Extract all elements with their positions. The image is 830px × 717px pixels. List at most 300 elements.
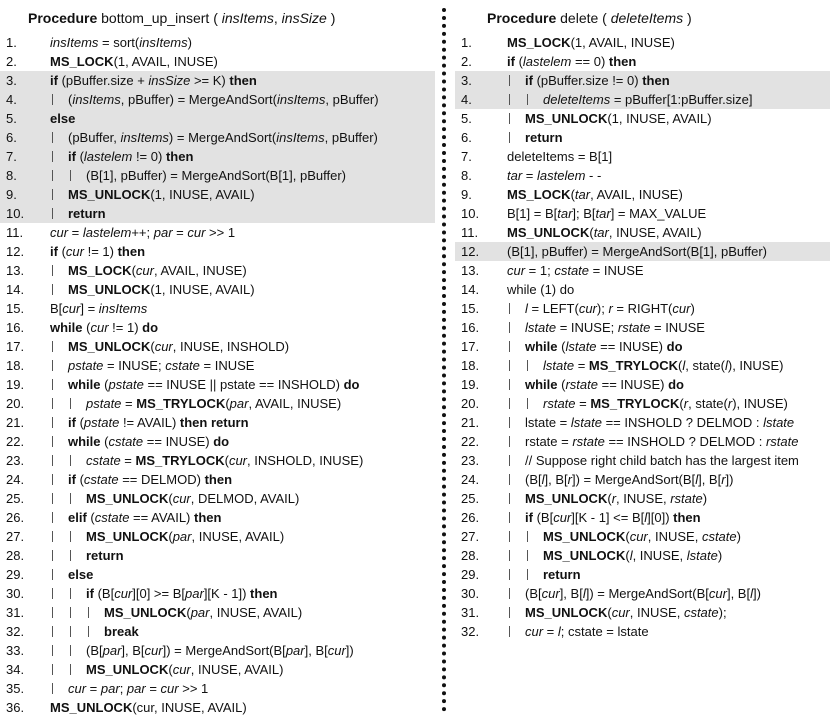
code-text	[525, 109, 712, 128]
line-number: 23.	[461, 453, 480, 468]
code-token: =	[68, 225, 83, 240]
indent-guide	[52, 493, 53, 504]
line-number: 23.	[6, 453, 25, 468]
code-line	[455, 128, 830, 147]
code-token: delete (	[556, 10, 611, 26]
code-text	[68, 565, 93, 584]
code-line	[455, 356, 830, 375]
code-token: do	[343, 377, 360, 392]
line-number: 22.	[461, 434, 480, 449]
code-token: );	[718, 605, 727, 620]
line-number: 3.	[6, 73, 17, 88]
code-text	[525, 489, 707, 508]
code-token: pstate	[108, 377, 144, 392]
code-token: (	[224, 453, 229, 468]
code-token: rstate	[670, 491, 703, 506]
line-number: 5.	[461, 111, 472, 126]
line-number: 6.	[6, 130, 17, 145]
code-line	[455, 261, 830, 280]
code-token: , AVAIL, INUSE)	[590, 187, 683, 202]
code-token: tar	[574, 187, 591, 202]
code-token: return	[543, 567, 581, 582]
code-token: lstate	[763, 415, 795, 430]
line-number: 11.	[461, 225, 479, 240]
code-token: cur	[144, 643, 163, 658]
code-text	[50, 318, 158, 337]
code-token: rstate	[543, 396, 576, 411]
code-token: par	[102, 643, 122, 658]
code-token: return	[525, 130, 563, 145]
indent-guide	[52, 151, 53, 162]
code-token: cur	[135, 263, 154, 278]
line-number: 8.	[6, 168, 17, 183]
code-token: then	[608, 54, 637, 69]
code-token: =	[543, 624, 558, 639]
line-number: 21.	[461, 415, 480, 430]
code-token: ]; B[	[572, 206, 596, 221]
code-text	[86, 584, 278, 603]
indent-guide	[52, 360, 53, 371]
indent-guide	[70, 455, 71, 466]
indent-guide	[52, 94, 53, 105]
line-number: 31.	[461, 605, 480, 620]
code-token: cstate	[554, 263, 590, 278]
code-token: insItems	[221, 10, 274, 26]
code-token: lstate	[525, 320, 557, 335]
line-number: 1.	[461, 35, 472, 50]
line-number: 20.	[461, 396, 480, 411]
code-token: cur	[160, 681, 179, 696]
code-token: cur	[62, 301, 81, 316]
code-token: = INUSE;	[103, 358, 166, 373]
code-token: (	[86, 510, 95, 525]
code-token: while	[50, 320, 83, 335]
code-token: (pBuffer.size +	[57, 73, 149, 88]
code-text	[68, 356, 254, 375]
line-number: 19.	[461, 377, 480, 392]
code-token: bottom_up_insert (	[97, 10, 222, 26]
code-token: ] = MAX_VALUE	[610, 206, 707, 221]
code-token: MS_UNLOCK	[543, 548, 626, 563]
code-line	[0, 33, 435, 52]
code-token: pstate	[83, 415, 120, 430]
code-token: , state(	[688, 396, 728, 411]
code-token: (	[75, 472, 84, 487]
indent-guide	[509, 531, 510, 542]
indent-guide	[509, 398, 510, 409]
code-lines	[455, 33, 830, 641]
code-line	[0, 204, 435, 223]
code-token: , INUSE,	[616, 491, 671, 506]
code-line	[0, 223, 435, 242]
code-token: (	[625, 529, 630, 544]
line-number: 18.	[6, 358, 25, 373]
code-token: (	[225, 396, 230, 411]
code-line	[455, 470, 830, 489]
code-token: then	[117, 244, 146, 259]
code-token: )	[702, 491, 708, 506]
code-token: tar	[595, 206, 611, 221]
code-token: (	[100, 434, 109, 449]
code-token: (	[557, 377, 566, 392]
code-token: cur	[187, 225, 206, 240]
code-token: MS_TRYLOCK	[135, 453, 225, 468]
code-token: >= K)	[190, 73, 230, 88]
code-token: , INUSE,	[632, 548, 687, 563]
code-line	[455, 489, 830, 508]
code-token: par	[185, 586, 204, 601]
code-line	[0, 622, 435, 641]
indent-guide	[52, 417, 53, 428]
code-token: ][K - 1] <= B[	[571, 510, 645, 525]
code-token: while	[68, 434, 101, 449]
code-text	[68, 261, 247, 280]
code-token: == INUSE)	[597, 377, 669, 392]
line-number: 10.	[461, 206, 480, 221]
code-token: cur	[611, 605, 630, 620]
code-token: if	[507, 54, 515, 69]
indent-guide	[527, 398, 528, 409]
code-token: tar	[593, 225, 609, 240]
code-token: (1, INUSE, AVAIL)	[607, 111, 712, 126]
indent-guide	[527, 569, 528, 580]
code-text	[68, 413, 249, 432]
code-token: >> 1	[178, 681, 209, 696]
code-text	[86, 660, 283, 679]
code-token: ++;	[131, 225, 154, 240]
code-line	[0, 318, 435, 337]
line-number: 30.	[461, 586, 480, 601]
code-token: insSize	[148, 73, 191, 88]
line-number: 9.	[461, 187, 472, 202]
code-line	[0, 584, 435, 603]
code-text	[86, 641, 354, 660]
indent-guide	[70, 664, 71, 675]
code-token: == DELMOD)	[118, 472, 205, 487]
code-token: MS_UNLOCK	[68, 339, 151, 354]
code-token: , INUSE,	[629, 605, 684, 620]
code-token: (	[679, 396, 684, 411]
code-text	[525, 470, 734, 489]
indent-guide	[52, 341, 53, 352]
line-number: 30.	[6, 586, 25, 601]
indent-guide	[527, 94, 528, 105]
code-token: cstate	[683, 605, 719, 620]
code-token: l	[557, 624, 561, 639]
code-token: != 1)	[83, 244, 118, 259]
code-token: == INUSE)	[596, 339, 667, 354]
code-line	[0, 337, 435, 356]
code-token: ])	[345, 643, 354, 658]
code-text	[507, 280, 574, 299]
line-number: 13.	[6, 263, 25, 278]
code-token: then	[642, 73, 670, 88]
code-token: cur	[507, 263, 526, 278]
code-token: if	[86, 586, 94, 601]
indent-guide	[509, 132, 510, 143]
code-token: while	[525, 339, 558, 354]
code-line	[455, 394, 830, 413]
indent-guide	[509, 569, 510, 580]
line-number: 2.	[6, 54, 17, 69]
indent-guide	[52, 683, 53, 694]
code-token: MS_UNLOCK	[86, 491, 169, 506]
code-text	[86, 489, 299, 508]
line-number: 25.	[461, 491, 480, 506]
code-token: (	[100, 377, 109, 392]
code-text	[507, 204, 706, 223]
indent-guide	[52, 474, 53, 485]
code-text	[68, 470, 232, 489]
code-token: insItems	[50, 35, 99, 50]
code-text	[525, 603, 727, 622]
code-text	[525, 413, 794, 432]
code-token: == AVAIL)	[129, 510, 194, 525]
code-token: if	[50, 244, 58, 259]
code-token: ][K - 1])	[203, 586, 251, 601]
code-line	[455, 546, 830, 565]
code-token: insItems	[139, 35, 188, 50]
code-token: (B[	[532, 510, 554, 525]
code-line	[455, 565, 830, 584]
code-text	[50, 33, 192, 52]
code-line	[0, 698, 435, 717]
code-token: else	[68, 567, 94, 582]
line-number: 27.	[6, 529, 25, 544]
indent-guide	[70, 550, 71, 561]
code-line	[0, 641, 435, 660]
code-token: then return	[179, 415, 249, 430]
code-text	[68, 204, 106, 223]
code-text	[68, 280, 255, 299]
code-line	[455, 109, 830, 128]
code-line	[455, 375, 830, 394]
line-number: 18.	[461, 358, 480, 373]
code-line	[0, 660, 435, 679]
line-number: 15.	[461, 301, 480, 316]
code-token: (	[589, 225, 594, 240]
code-token: (B[	[93, 586, 115, 601]
code-token: l	[644, 510, 648, 525]
code-line	[0, 147, 435, 166]
code-text	[68, 375, 359, 394]
indent-guide	[52, 208, 53, 219]
code-token: ][0])	[647, 510, 674, 525]
line-number: 26.	[461, 510, 480, 525]
code-token: ), INUSE)	[727, 358, 784, 373]
code-line	[455, 413, 830, 432]
code-text	[525, 451, 799, 470]
code-token: lastelem	[522, 54, 572, 69]
code-token: (	[57, 244, 66, 259]
code-token: B[1] = B[	[507, 206, 558, 221]
code-token: == INSHOLD ? DELMOD :	[601, 415, 764, 430]
procedure-title	[28, 10, 335, 26]
line-number: 29.	[6, 567, 25, 582]
code-token: =	[121, 396, 137, 411]
code-token: rstate	[617, 320, 651, 335]
code-token: then	[194, 510, 222, 525]
code-token: break	[104, 624, 139, 639]
code-token: )	[187, 35, 192, 50]
code-token: =	[145, 681, 161, 696]
code-token: l	[750, 586, 753, 601]
code-token: do	[666, 339, 683, 354]
code-line	[0, 166, 435, 185]
code-line	[455, 299, 830, 318]
code-token: while (1) do	[507, 282, 575, 297]
indent-guide	[70, 626, 71, 637]
indent-guide	[509, 379, 510, 390]
code-token: != AVAIL)	[119, 415, 180, 430]
line-number: 29.	[461, 567, 480, 582]
line-number: 7.	[461, 149, 472, 164]
code-line	[0, 565, 435, 584]
code-token: (	[75, 149, 84, 164]
code-token: MS_LOCK	[68, 263, 132, 278]
indent-guide	[70, 170, 71, 181]
line-number: 4.	[6, 92, 17, 107]
code-token: == INUSE)	[143, 434, 214, 449]
code-token: =	[522, 168, 537, 183]
code-token: r	[721, 472, 726, 487]
code-token: cstate	[701, 529, 737, 544]
code-text	[86, 166, 346, 185]
code-token: (	[75, 415, 84, 430]
code-line	[455, 166, 830, 185]
code-token: cur	[154, 339, 173, 354]
indent-guide	[509, 474, 510, 485]
indent-guide	[52, 607, 53, 618]
code-token: cur	[553, 510, 572, 525]
code-token: (1, AVAIL, INUSE)	[113, 54, 218, 69]
code-text	[543, 90, 752, 109]
indent-guide	[509, 360, 510, 371]
indent-guide	[509, 607, 510, 618]
code-token: par	[100, 681, 120, 696]
indent-guide	[509, 417, 510, 428]
code-token: then	[250, 586, 278, 601]
code-token: cur	[327, 643, 346, 658]
code-token: ])	[725, 472, 734, 487]
code-text	[525, 299, 695, 318]
line-number: 28.	[6, 548, 25, 563]
code-token: cur	[65, 244, 84, 259]
code-line	[0, 394, 435, 413]
code-token: MS_TRYLOCK	[588, 358, 678, 373]
code-text	[507, 261, 644, 280]
code-token: l	[695, 472, 699, 487]
code-token: ])	[752, 586, 761, 601]
indent-guide	[70, 398, 71, 409]
code-token: , INUSE, INSHOLD)	[172, 339, 290, 354]
code-line	[0, 109, 435, 128]
code-token: , state(	[685, 358, 725, 373]
code-token: cur	[172, 662, 191, 677]
indent-guide	[52, 455, 53, 466]
code-token: , AVAIL, INUSE)	[153, 263, 247, 278]
code-token: ], B[	[544, 472, 568, 487]
code-token: then	[229, 73, 257, 88]
code-token: ], B[	[121, 643, 145, 658]
code-token: = INUSE	[199, 358, 255, 373]
code-text	[507, 147, 612, 166]
indent-guide	[509, 626, 510, 637]
code-token: if	[525, 73, 533, 88]
code-line	[455, 527, 830, 546]
code-token: (cur, INUSE, AVAIL)	[132, 700, 247, 715]
code-token: MS_TRYLOCK	[590, 396, 680, 411]
code-token: =	[172, 225, 188, 240]
code-token: (B[	[525, 586, 542, 601]
line-number: 36.	[6, 700, 25, 715]
code-token: insItems	[276, 130, 325, 145]
code-token: (pBuffer.size != 0)	[532, 73, 643, 88]
code-text	[507, 33, 675, 52]
code-line	[0, 679, 435, 698]
indent-guide	[70, 645, 71, 656]
code-token: lstate	[543, 358, 575, 373]
code-token: B[	[50, 301, 63, 316]
indent-guide	[509, 550, 510, 561]
code-line	[0, 413, 435, 432]
code-token: cur	[68, 681, 87, 696]
code-token: insItems	[72, 92, 121, 107]
code-token: (	[82, 320, 91, 335]
code-token: lstate	[565, 339, 597, 354]
code-token: (1, INUSE, AVAIL)	[150, 187, 255, 202]
code-line	[455, 337, 830, 356]
code-line	[0, 242, 435, 261]
indent-guide	[527, 550, 528, 561]
code-line	[0, 527, 435, 546]
indent-guide	[88, 626, 89, 637]
code-text	[543, 546, 722, 565]
code-text	[507, 223, 702, 242]
code-token: r	[608, 301, 613, 316]
line-number: 24.	[461, 472, 480, 487]
line-number: 17.	[6, 339, 25, 354]
code-line	[0, 508, 435, 527]
code-token: while	[525, 377, 558, 392]
code-token: do	[213, 434, 230, 449]
indent-guide	[52, 379, 53, 390]
code-token: (	[168, 529, 173, 544]
code-token: if	[68, 415, 76, 430]
code-token: == INSHOLD ? DELMOD :	[604, 434, 766, 449]
code-token: then	[204, 472, 233, 487]
line-number: 6.	[461, 130, 472, 145]
code-token: >> 1	[205, 225, 236, 240]
procedure-title	[487, 10, 692, 26]
line-number: 28.	[461, 548, 480, 563]
code-token: elif	[68, 510, 87, 525]
indent-guide	[88, 607, 89, 618]
code-line	[0, 356, 435, 375]
code-token: MS_UNLOCK	[86, 529, 169, 544]
code-line	[455, 603, 830, 622]
code-token: pstate	[68, 358, 104, 373]
indent-guide	[509, 341, 510, 352]
code-token: par	[172, 529, 192, 544]
code-token: , INSHOLD, INUSE)	[247, 453, 364, 468]
code-text	[104, 622, 139, 641]
line-number: 2.	[461, 54, 472, 69]
code-token: rstate =	[525, 434, 573, 449]
indent-guide	[509, 113, 510, 124]
code-token: , INUSE,	[647, 529, 702, 544]
line-number: 14.	[6, 282, 25, 297]
